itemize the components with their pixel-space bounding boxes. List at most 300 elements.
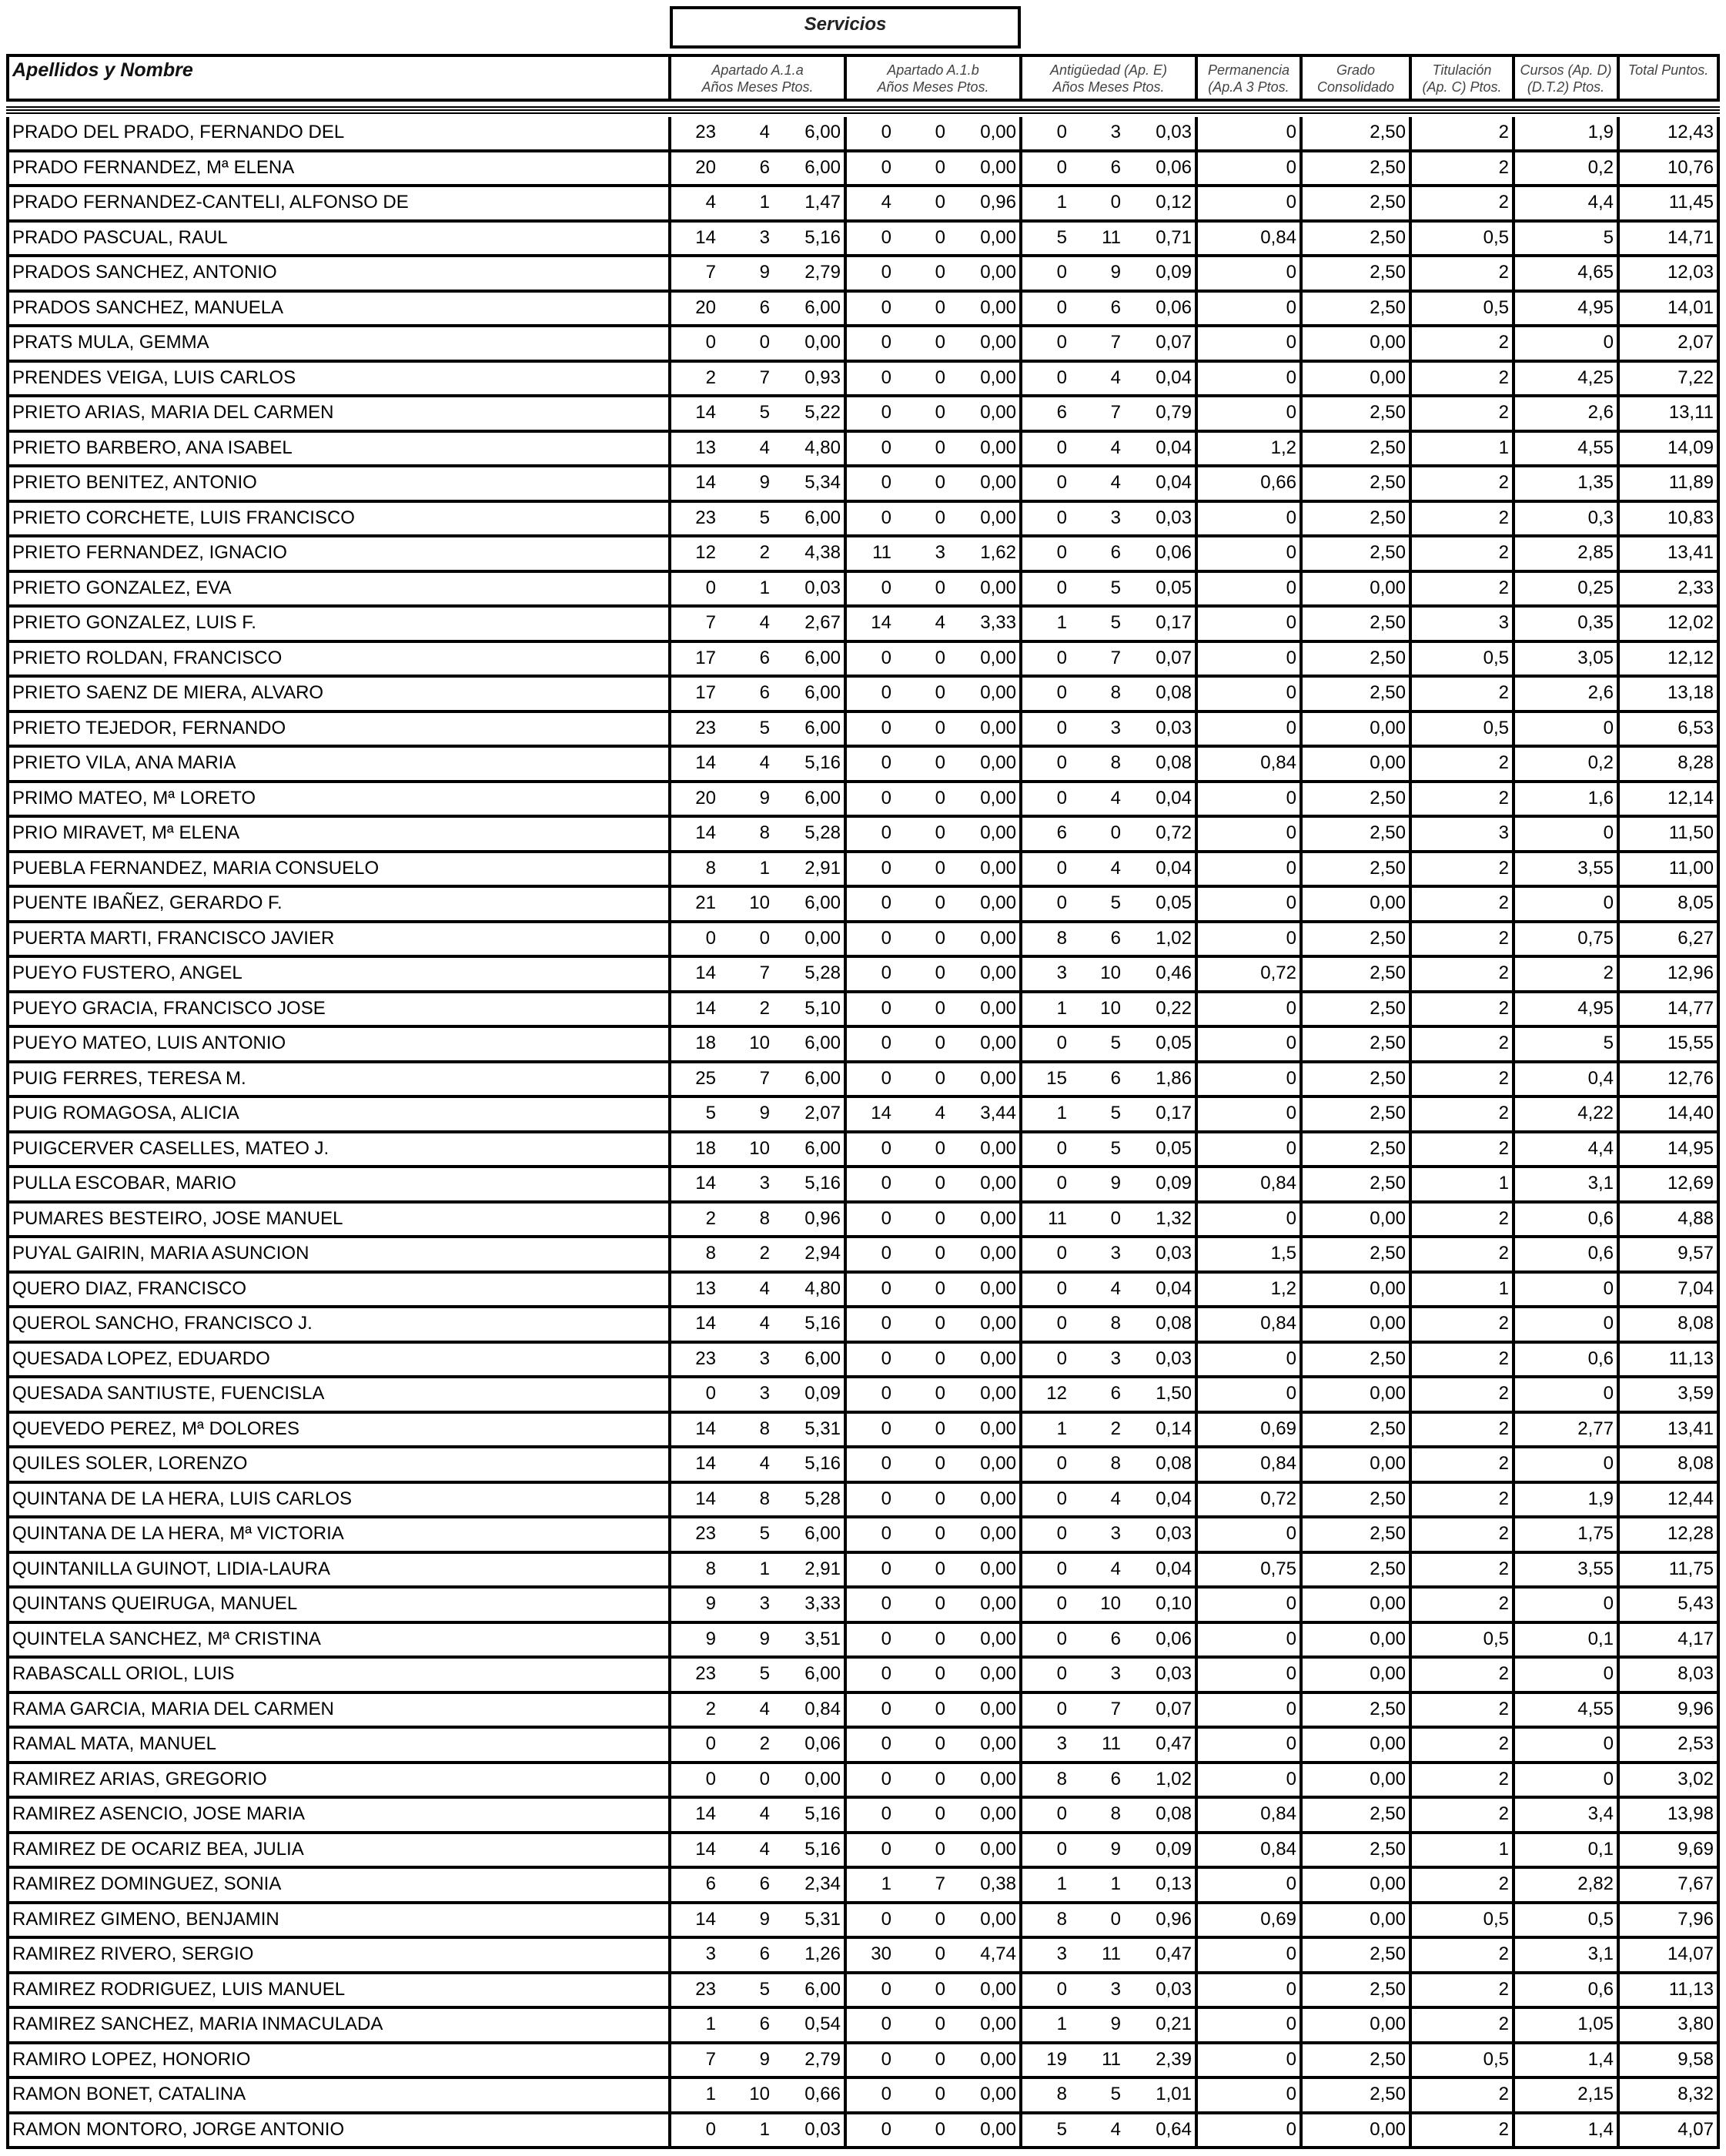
cell-grado: 0,00: [1303, 2009, 1412, 2044]
cell-a1a-ptos: 0,84: [804, 1698, 841, 1719]
cell-antig-ptos: 0,17: [1156, 612, 1192, 633]
cell-a1a-ptos: 0,54: [804, 2014, 841, 2034]
cell-antig-anos: 1: [1056, 192, 1067, 213]
cell-antig-anos: 0: [1056, 437, 1067, 458]
cell-a1a-meses: 2: [759, 1243, 770, 1264]
cell-a1b-anos: 11: [872, 542, 891, 563]
cell-a1a-ptos: 5,28: [804, 822, 841, 843]
cell-titulacion: 2: [1412, 1098, 1515, 1133]
cell-cursos: 0,75: [1515, 923, 1620, 959]
cell-total: 3,80: [1620, 2009, 1720, 2044]
cell-permanencia: 0: [1198, 713, 1303, 748]
cell-titulacion: 2: [1412, 1764, 1515, 1799]
cell-total: 7,22: [1620, 363, 1720, 398]
table-row: [6, 467, 1720, 503]
cell-titulacion: 0,5: [1412, 2044, 1515, 2080]
cell-antig-anos: 0: [1056, 1033, 1067, 1053]
cell-antig-meses: 3: [1110, 1663, 1121, 1684]
cell-a1b-anos: 0: [881, 822, 891, 843]
cell-total: 7,04: [1620, 1274, 1720, 1309]
cell-antig-anos: 3: [1056, 1733, 1067, 1754]
cell-antig-meses: 5: [1110, 892, 1121, 913]
cell-a1a-ptos: 5,34: [804, 472, 841, 493]
cell-a1a-meses: 10: [749, 892, 770, 913]
cell-titulacion: 2: [1412, 1028, 1515, 1063]
cell-antig-anos: 15: [1046, 1067, 1067, 1089]
cell-cursos: 0: [1515, 713, 1620, 748]
cell-antig-anos: 0: [1056, 1803, 1067, 1824]
cell-titulacion: 2: [1412, 117, 1515, 152]
cell-antig-meses: 3: [1110, 717, 1121, 738]
cell-a1a-meses: 6: [759, 1873, 770, 1894]
cell-a1a-anos: 0: [705, 1768, 716, 1789]
cell-a1b: [847, 1274, 1022, 1309]
cell-antig-ptos: 0,09: [1156, 1838, 1192, 1860]
cell-titulacion: 2: [1412, 573, 1515, 608]
cell-a1a: [671, 1624, 847, 1659]
cell-cursos: 5: [1515, 223, 1620, 258]
cell-a1a-anos: 0: [705, 577, 716, 598]
cell-a1b-meses: 0: [935, 1137, 945, 1159]
cell-total: 12,44: [1620, 1484, 1720, 1519]
cell-grado: 2,50: [1303, 678, 1412, 713]
cell-a1b-ptos: 0,00: [980, 822, 1016, 843]
cell-permanencia: 0,84: [1198, 1308, 1303, 1344]
cell-a1a-anos: 0: [705, 1733, 716, 1754]
cell-a1b-ptos: 0,00: [980, 892, 1016, 913]
cell-a1b-ptos: 0,00: [980, 1733, 1016, 1754]
cell-grado: 2,50: [1303, 293, 1412, 328]
cell-cursos: 4,4: [1515, 1133, 1620, 1169]
table-row: [6, 397, 1720, 433]
cell-permanencia: 1,2: [1198, 433, 1303, 468]
cell-a1b: [847, 1168, 1022, 1204]
cell-titulacion: 2: [1412, 1484, 1515, 1519]
cell-a1b-anos: 0: [881, 402, 891, 423]
cell-antig-anos: 6: [1056, 402, 1067, 423]
cell-a1b-meses: 0: [935, 1033, 945, 1053]
cell-name: PUERTA MARTI, FRANCISCO JAVIER: [6, 923, 671, 959]
cell-antig-anos: 0: [1056, 1663, 1067, 1684]
cell-a1a: [671, 853, 847, 889]
cell-antig: [1022, 818, 1198, 853]
cell-permanencia: 0: [1198, 327, 1303, 363]
cell-a1b-ptos: 0,00: [980, 1313, 1016, 1334]
cell-a1b-anos: 0: [881, 296, 891, 318]
cell-a1a-meses: 0: [759, 332, 770, 353]
cell-a1a-anos: 14: [695, 226, 716, 248]
cell-a1b-meses: 0: [935, 156, 945, 178]
cell-cursos: 0: [1515, 1729, 1620, 1764]
cell-titulacion: 2: [1412, 1694, 1515, 1729]
table-row: [6, 923, 1720, 959]
cell-a1a: [671, 1448, 847, 1484]
cell-a1a-meses: 3: [759, 1348, 770, 1369]
cell-permanencia: 0: [1198, 117, 1303, 152]
cell-a1b-anos: 0: [881, 927, 891, 949]
cell-grado: 0,00: [1303, 327, 1412, 363]
cell-a1a-meses: 2: [759, 997, 770, 1019]
cell-cursos: 0,4: [1515, 1063, 1620, 1099]
cell-titulacion: 2: [1412, 1518, 1515, 1554]
cell-a1b-anos: 0: [881, 892, 891, 913]
cell-name: RAMIREZ GIMENO, BENJAMIN: [6, 1904, 671, 1940]
cell-a1a-ptos: 2,94: [804, 1243, 841, 1264]
cell-permanencia: 0: [1198, 783, 1303, 819]
cell-a1b-meses: 0: [935, 2048, 945, 2070]
cell-antig-anos: 8: [1056, 1908, 1067, 1930]
cell-a1b: [847, 1974, 1022, 2010]
cell-name: QUINTANA DE LA HERA, Mª VICTORIA: [6, 1518, 671, 1554]
cell-a1b-ptos: 0,00: [980, 296, 1016, 318]
cell-a1b-ptos: 0,00: [980, 437, 1016, 458]
cell-antig-anos: 0: [1056, 682, 1067, 703]
cell-antig-meses: 11: [1102, 2048, 1121, 2070]
cell-name: RAMA GARCIA, MARIA DEL CARMEN: [6, 1694, 671, 1729]
cell-a1a-anos: 17: [695, 647, 716, 668]
table-row: [6, 2044, 1720, 2080]
cell-permanencia: 0: [1198, 1063, 1303, 1099]
cell-cursos: 0: [1515, 888, 1620, 923]
table-row: [6, 1063, 1720, 1099]
cell-a1a-meses: 6: [759, 682, 770, 703]
cell-grado: 2,50: [1303, 1344, 1412, 1379]
cell-antig-anos: 0: [1056, 577, 1067, 598]
cell-total: 14,07: [1620, 1939, 1720, 1974]
cell-a1a-anos: 2: [705, 1698, 716, 1719]
cell-a1b: [847, 1764, 1022, 1799]
cell-total: 12,02: [1620, 608, 1720, 643]
cell-a1a: [671, 537, 847, 573]
cell-a1b-meses: 0: [935, 226, 945, 248]
cell-a1a-meses: 9: [759, 1908, 770, 1930]
cell-a1b-anos: 0: [881, 156, 891, 178]
cell-a1a-ptos: 0,66: [804, 2084, 841, 2104]
cell-titulacion: 2: [1412, 1799, 1515, 1834]
cell-a1b-meses: 0: [935, 647, 945, 668]
header-total: [1620, 54, 1720, 102]
header-grado: [1303, 54, 1412, 102]
cell-antig-ptos: 0,06: [1156, 1628, 1192, 1649]
cell-grado: 2,50: [1303, 1939, 1412, 1974]
cell-a1b-ptos: 0,00: [980, 752, 1016, 773]
cell-cursos: 2,77: [1515, 1414, 1620, 1449]
cell-a1a-ptos: 2,79: [804, 262, 841, 283]
cell-total: 9,96: [1620, 1694, 1720, 1729]
cell-a1b: [847, 993, 1022, 1029]
cell-permanencia: 0: [1198, 1098, 1303, 1133]
cell-a1b-meses: 0: [935, 1943, 945, 1964]
cell-a1b-anos: 0: [881, 1488, 891, 1509]
cell-a1a-meses: 2: [759, 1733, 770, 1754]
cell-antig-meses: 11: [1102, 1733, 1121, 1754]
cell-a1a-ptos: 4,38: [804, 542, 841, 563]
cell-a1b: [847, 363, 1022, 398]
cell-cursos: 0,1: [1515, 1834, 1620, 1870]
table-row: [6, 1028, 1720, 1063]
cell-titulacion: 2: [1412, 1589, 1515, 1624]
cell-a1a-anos: 14: [695, 1488, 716, 1509]
cell-antig-meses: 4: [1110, 472, 1121, 493]
cell-a1b: [847, 748, 1022, 783]
cell-total: 14,09: [1620, 433, 1720, 468]
cell-titulacion: 2: [1412, 327, 1515, 363]
cell-name: QUINTELA SANCHEZ, Mª CRISTINA: [6, 1624, 671, 1659]
cell-a1a-meses: 10: [749, 1137, 770, 1159]
cell-permanencia: 1,5: [1198, 1238, 1303, 1274]
cell-a1a: [671, 1834, 847, 1870]
cell-total: 11,45: [1620, 187, 1720, 223]
cell-a1b-meses: 0: [935, 682, 945, 703]
table-body: [6, 117, 1720, 2149]
cell-titulacion: 2: [1412, 1063, 1515, 1099]
cell-titulacion: 2: [1412, 1344, 1515, 1379]
table-header: [6, 54, 1720, 102]
cell-antig-meses: 4: [1110, 367, 1121, 388]
cell-name: PUMARES BESTEIRO, JOSE MANUEL: [6, 1204, 671, 1239]
cell-antig-meses: 8: [1110, 1803, 1121, 1824]
cell-titulacion: 2: [1412, 783, 1515, 819]
cell-a1b-ptos: 0,00: [980, 1628, 1016, 1649]
cell-a1a-ptos: 6,00: [804, 647, 841, 668]
cell-a1b-meses: 0: [935, 1593, 945, 1614]
cell-antig-meses: 0: [1110, 822, 1121, 843]
cell-grado: 2,50: [1303, 1133, 1412, 1169]
cell-a1a-ptos: 2,91: [804, 857, 841, 879]
cell-a1a-meses: 1: [759, 192, 770, 213]
cell-a1b: [847, 853, 1022, 889]
cell-grado: 0,00: [1303, 1378, 1412, 1414]
cell-antig-anos: 0: [1056, 296, 1067, 318]
cell-a1b-ptos: 0,00: [980, 262, 1016, 283]
cell-permanencia: 0: [1198, 888, 1303, 923]
cell-a1b-meses: 0: [935, 1173, 945, 1194]
cell-antig-meses: 3: [1110, 1978, 1121, 2000]
header-grado-line2: Consolidado: [1316, 79, 1395, 95]
cell-antig-meses: 6: [1110, 1067, 1121, 1089]
cell-name: PUENTE IBAÑEZ, GERARDO F.: [6, 888, 671, 923]
cell-a1b-meses: 0: [935, 1488, 945, 1509]
cell-antig-anos: 0: [1056, 1453, 1067, 1474]
cell-a1a: [671, 1414, 847, 1449]
cell-a1b-ptos: 0,00: [980, 577, 1016, 598]
cell-permanencia: 0: [1198, 818, 1303, 853]
cell-antig-ptos: 0,72: [1156, 822, 1192, 843]
cell-a1b-anos: 1: [881, 1873, 891, 1894]
cell-cursos: 4,55: [1515, 433, 1620, 468]
cell-total: 2,07: [1620, 327, 1720, 363]
cell-a1a-meses: 9: [759, 472, 770, 493]
cell-a1a: [671, 1939, 847, 1974]
cell-a1b-anos: 0: [881, 1908, 891, 1930]
cell-permanencia: 0: [1198, 1869, 1303, 1904]
cell-antig-ptos: 0,03: [1156, 122, 1192, 142]
cell-antig-ptos: 0,47: [1156, 1733, 1192, 1754]
cell-a1b: [847, 1063, 1022, 1099]
cell-cursos: 4,95: [1515, 993, 1620, 1029]
cell-antig-meses: 3: [1110, 1243, 1121, 1264]
cell-a1b-anos: 0: [881, 1978, 891, 2000]
cell-a1a-anos: 20: [695, 296, 716, 318]
cell-antig: [1022, 783, 1198, 819]
cell-name: PRIETO BENITEZ, ANTONIO: [6, 467, 671, 503]
cell-a1b-ptos: 0,00: [980, 1033, 1016, 1053]
cell-name: PRIETO GONZALEZ, LUIS F.: [6, 608, 671, 643]
cell-name: QUINTANA DE LA HERA, LUIS CARLOS: [6, 1484, 671, 1519]
cell-total: 7,96: [1620, 1904, 1720, 1940]
cell-total: 14,40: [1620, 1098, 1720, 1133]
cell-antig-ptos: 0,04: [1156, 787, 1192, 808]
cell-cursos: 0: [1515, 1589, 1620, 1624]
cell-a1b: [847, 1799, 1022, 1834]
cell-antig-meses: 5: [1110, 577, 1121, 598]
cell-a1b-anos: 14: [871, 1103, 891, 1123]
cell-a1b-meses: 0: [935, 822, 945, 843]
cell-permanencia: 0: [1198, 537, 1303, 573]
cell-a1b-ptos: 0,00: [980, 122, 1016, 142]
cell-a1a-meses: 5: [759, 507, 770, 528]
cell-a1b-anos: 0: [881, 962, 891, 983]
cell-a1a-anos: 14: [695, 822, 716, 843]
cell-a1b-meses: 0: [935, 1978, 945, 2000]
cell-permanencia: 0: [1198, 1518, 1303, 1554]
cell-antig: [1022, 1063, 1198, 1099]
cell-a1a: [671, 1694, 847, 1729]
cell-a1b-anos: 0: [881, 1768, 891, 1789]
table-row: [6, 1939, 1720, 1974]
cell-antig-anos: 1: [1056, 2014, 1067, 2034]
cell-antig-anos: 0: [1056, 752, 1067, 773]
cell-a1a-anos: 9: [705, 1628, 716, 1649]
cell-titulacion: 3: [1412, 818, 1515, 853]
cell-a1b: [847, 1834, 1022, 1870]
cell-a1a-ptos: 6,00: [804, 1067, 841, 1089]
cell-a1b-anos: 0: [881, 682, 891, 703]
cell-a1a-ptos: 6,00: [804, 156, 841, 178]
cell-a1a-ptos: 0,09: [804, 1383, 841, 1404]
cell-grado: 0,00: [1303, 573, 1412, 608]
cell-cursos: 1,9: [1515, 1484, 1620, 1519]
cell-name: PUEYO MATEO, LUIS ANTONIO: [6, 1028, 671, 1063]
header-titul-line2: (Ap. C) Ptos.: [1422, 79, 1502, 95]
cell-name: RAMAL MATA, MANUEL: [6, 1729, 671, 1764]
cell-a1b: [847, 1204, 1022, 1239]
cell-name: QUESADA SANTIUSTE, FUENCISLA: [6, 1378, 671, 1414]
table-row: [6, 293, 1720, 328]
cell-a1a-anos: 13: [695, 1277, 716, 1299]
cell-a1b-ptos: 3,44: [980, 1103, 1016, 1123]
cell-antig-ptos: 0,04: [1156, 1488, 1192, 1509]
cell-a1b-meses: 0: [935, 402, 945, 423]
header-antig-line2: Años Meses Ptos.: [1052, 79, 1165, 95]
cell-a1b-meses: 0: [935, 2118, 945, 2140]
cell-name: PRATS MULA, GEMMA: [6, 327, 671, 363]
cell-antig-ptos: 1,32: [1156, 1207, 1192, 1229]
cell-a1b-anos: 0: [881, 1663, 891, 1684]
cell-cursos: 3,1: [1515, 1168, 1620, 1204]
cell-a1b-meses: 0: [935, 2014, 945, 2034]
cell-permanencia: 0: [1198, 1133, 1303, 1169]
cell-a1a-meses: 4: [759, 1453, 770, 1474]
cell-antig-meses: 5: [1110, 1137, 1121, 1159]
cell-a1a-anos: 14: [695, 1908, 716, 1930]
cell-a1a-anos: 13: [695, 437, 716, 458]
cell-antig: [1022, 1694, 1198, 1729]
cell-name: PUIG FERRES, TERESA M.: [6, 1063, 671, 1099]
cell-name: QUINTANILLA GUINOT, LIDIA-LAURA: [6, 1554, 671, 1589]
cell-antig-anos: 0: [1056, 1348, 1067, 1369]
cell-a1a-anos: 3: [705, 1943, 716, 1964]
cell-name: PRIETO GONZALEZ, EVA: [6, 573, 671, 608]
cell-antig-meses: 6: [1110, 542, 1121, 563]
cell-a1a-anos: 7: [705, 2048, 716, 2070]
cell-total: 12,69: [1620, 1168, 1720, 1204]
cell-a1b: [847, 2009, 1022, 2044]
cell-cursos: 2,82: [1515, 1869, 1620, 1904]
cell-antig-ptos: 0,04: [1156, 857, 1192, 879]
cell-a1a: [671, 1974, 847, 2010]
cell-antig: [1022, 2044, 1198, 2080]
cell-titulacion: 2: [1412, 678, 1515, 713]
cell-antig-ptos: 2,39: [1156, 2048, 1192, 2070]
cell-grado: 2,50: [1303, 503, 1412, 538]
cell-total: 12,14: [1620, 783, 1720, 819]
cell-grado: 2,50: [1303, 1974, 1412, 2010]
cell-a1a-ptos: 6,00: [804, 1523, 841, 1544]
cell-antig-anos: 0: [1056, 857, 1067, 879]
cell-permanencia: 0: [1198, 257, 1303, 293]
cell-a1a-anos: 2: [705, 367, 716, 388]
cell-a1a-anos: 14: [695, 997, 716, 1019]
table-row: [6, 1589, 1720, 1624]
cell-cursos: 0,5: [1515, 1904, 1620, 1940]
cell-a1a-ptos: 0,03: [804, 577, 841, 598]
cell-a1a: [671, 1378, 847, 1414]
cell-grado: 2,50: [1303, 993, 1412, 1029]
header-perm-line2: (Ap.A 3 Ptos.: [1208, 79, 1289, 95]
cell-antig-anos: 1: [1056, 997, 1067, 1019]
cell-a1b-meses: 0: [935, 1733, 945, 1754]
cell-cursos: 0,35: [1515, 608, 1620, 643]
cell-grado: 2,50: [1303, 1168, 1412, 1204]
cell-a1a-ptos: 5,16: [804, 1838, 841, 1860]
cell-a1b-meses: 0: [935, 1768, 945, 1789]
cell-a1b-anos: 0: [881, 472, 891, 493]
cell-a1b-ptos: 4,74: [980, 1943, 1016, 1964]
cell-antig: [1022, 433, 1198, 468]
cell-permanencia: 0: [1198, 1204, 1303, 1239]
cell-total: 5,43: [1620, 1589, 1720, 1624]
cell-a1a-meses: 8: [759, 1488, 770, 1509]
cell-a1a: [671, 1764, 847, 1799]
cell-a1b: [847, 1904, 1022, 1940]
cell-total: 4,17: [1620, 1624, 1720, 1659]
cell-a1b-ptos: 0,00: [980, 2118, 1016, 2140]
cell-a1b-ptos: 0,00: [980, 1978, 1016, 2000]
cell-titulacion: 2: [1412, 1308, 1515, 1344]
cell-cursos: 0,6: [1515, 1344, 1620, 1379]
cell-a1b-ptos: 1,62: [980, 542, 1016, 563]
cell-cursos: 0: [1515, 1308, 1620, 1344]
cell-name: RAMON MONTORO, JORGE ANTONIO: [6, 2114, 671, 2150]
cell-a1a: [671, 783, 847, 819]
cell-a1b-ptos: 0,00: [980, 1558, 1016, 1579]
cell-a1b-ptos: 0,00: [980, 1523, 1016, 1544]
cell-a1a: [671, 1238, 847, 1274]
cell-a1a-meses: 5: [759, 1663, 770, 1684]
cell-antig-meses: 1: [1110, 1873, 1121, 1894]
cell-name: QUINTANS QUEIRUGA, MANUEL: [6, 1589, 671, 1624]
